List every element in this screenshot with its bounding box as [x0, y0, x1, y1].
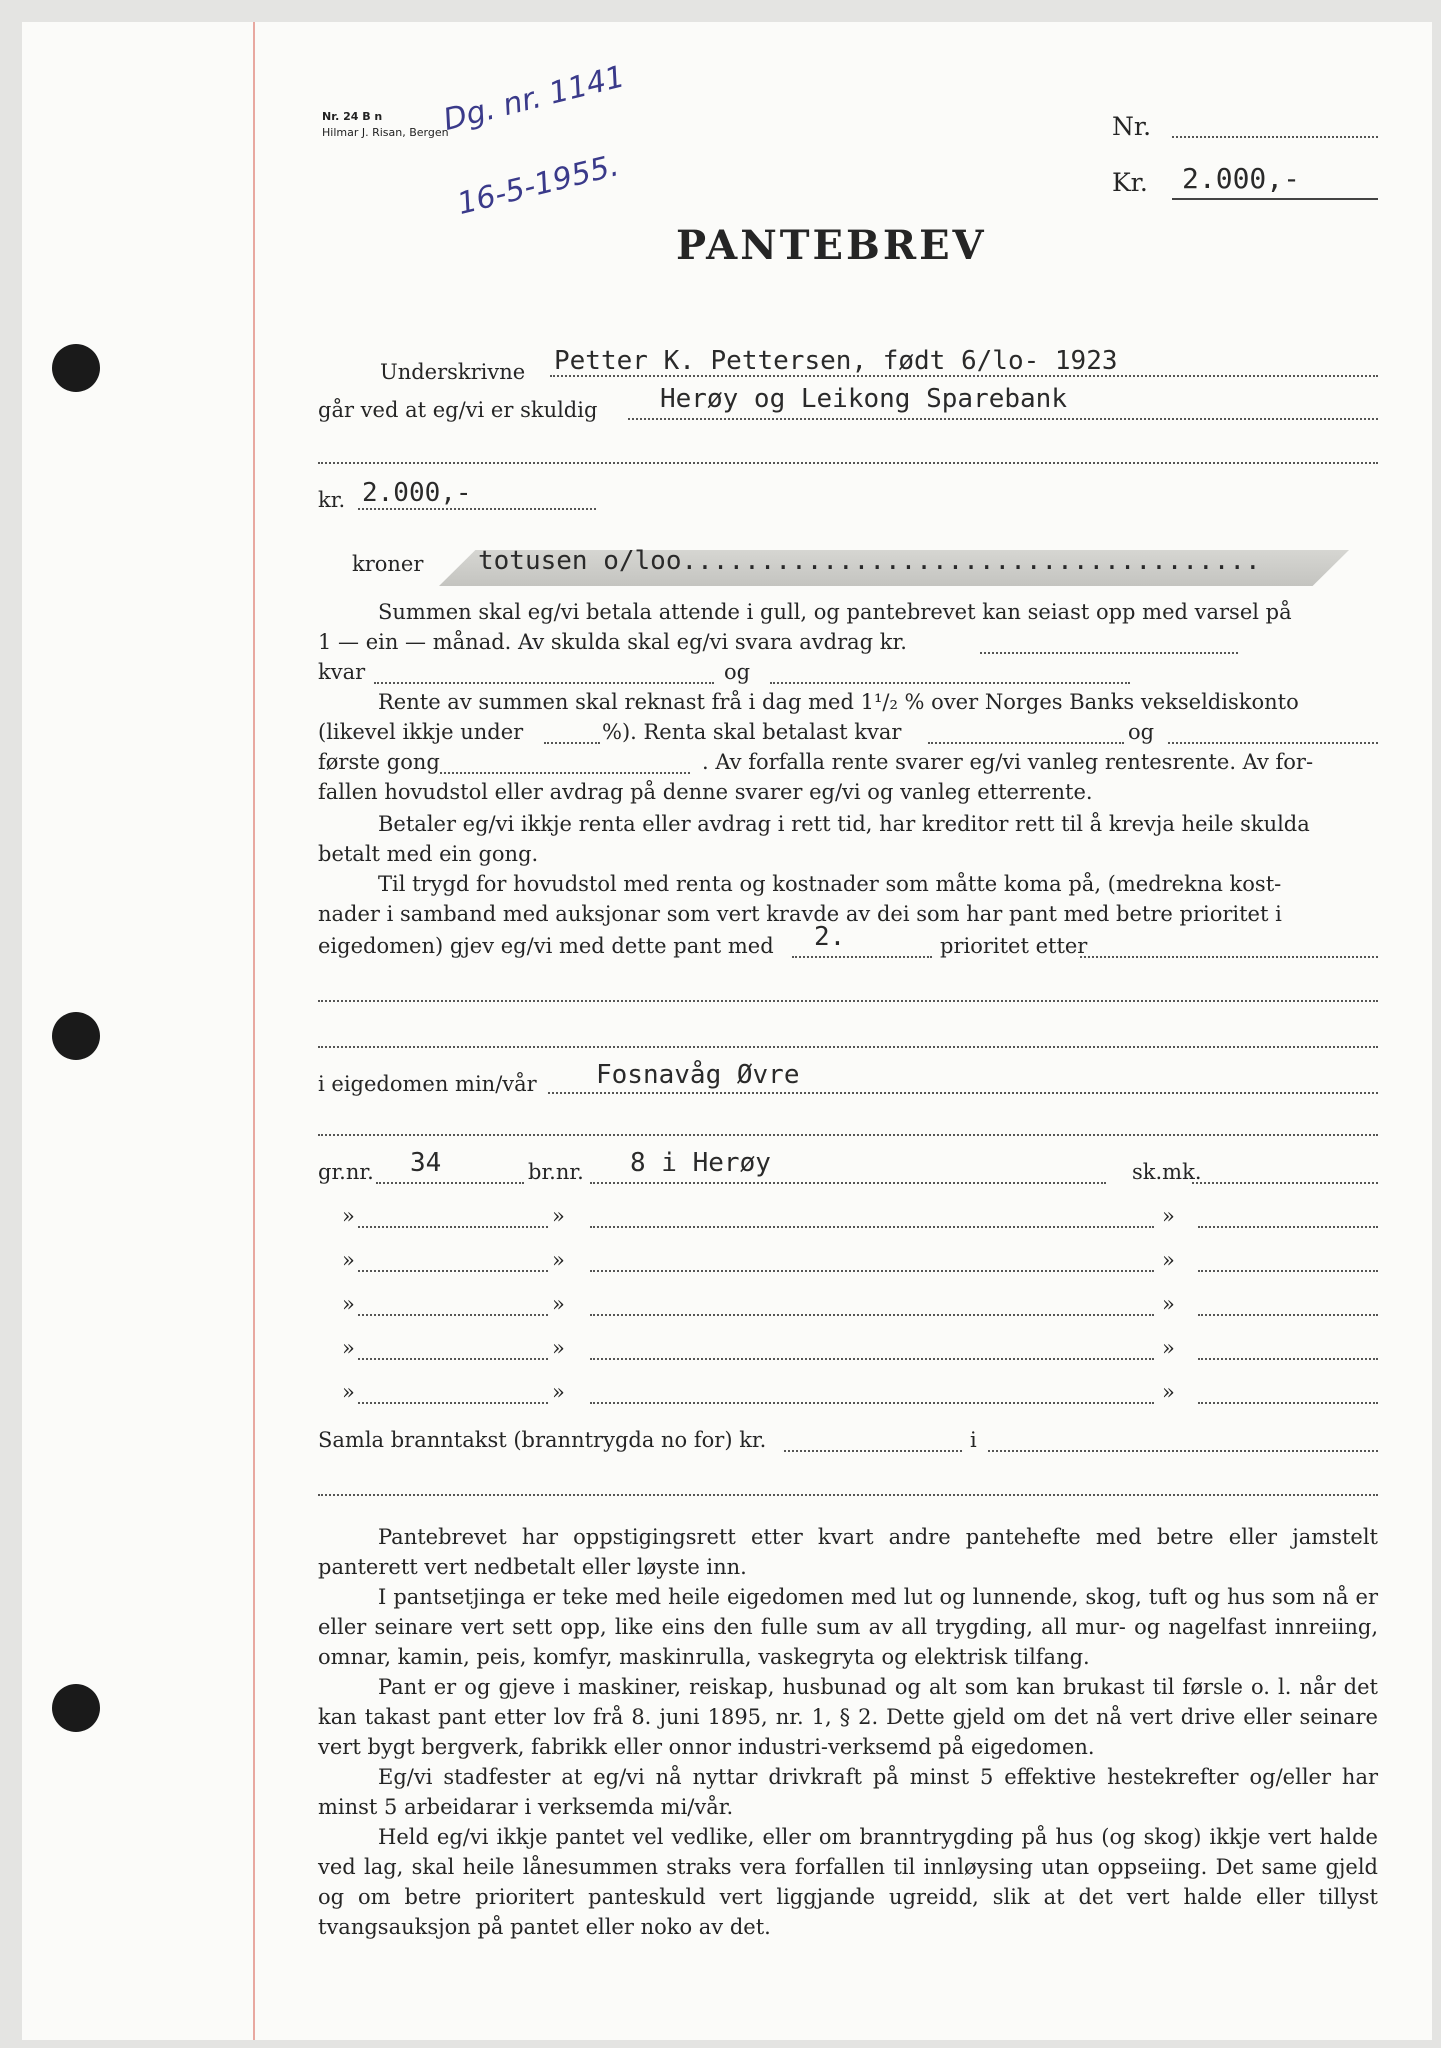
clauses-block: [318, 1522, 1378, 1942]
priority-value: 2.: [814, 922, 846, 952]
ditto-mark: »: [342, 1248, 355, 1272]
branntakst-line: [784, 1450, 962, 1452]
grnr-line: [376, 1182, 524, 1184]
signer-value: Petter K. Pettersen, født 6/lo- 1923: [554, 346, 1118, 376]
ditto-mark: »: [552, 1204, 565, 1228]
branntakst-i-label: i: [970, 1428, 977, 1452]
clause-paragraph: Pantebrevet har oppstigingsrett etter kvart andre pantehefte med betre eller jamstelt panterett vert nedbetalt eller løyste inn.: [318, 1525, 1378, 1579]
creditor-label: går ved at eg/vi er skuldig: [318, 398, 598, 422]
form-number: Nr. 24 B n: [322, 110, 383, 123]
property-line-2: [318, 1134, 1378, 1136]
ditto-mark: »: [342, 1380, 355, 1404]
brnr-line: [590, 1182, 1106, 1184]
kr-label: Kr.: [1112, 168, 1148, 197]
amount-line: [358, 508, 596, 510]
ditto-line: [1198, 1270, 1378, 1272]
handwritten-registration-number: Dg. nr. 1141: [440, 59, 629, 138]
ditto-line: [1198, 1226, 1378, 1228]
blank-line-2: [318, 1046, 1378, 1048]
property-value: Fosnavåg Øvre: [596, 1060, 800, 1090]
kr-line: [1172, 198, 1378, 200]
ditto-mark: »: [552, 1336, 565, 1360]
clause-paragraph: Pant er og gjeve i maskiner, reiskap, husbunad og alt som kan brukast til førsle o. l. når det kan takast pant etter lov frå 8. juni 1895, nr. 1, § 2. Dette gjeld om det nå vert drive eller seinare vert bygt bergverk, fabrikk eller onnor industri-verksemd på eigedomen.: [318, 1675, 1378, 1759]
priority-after-line: [1080, 956, 1378, 958]
ditto-mark: »: [552, 1292, 565, 1316]
margin-rule: [253, 22, 255, 2040]
ditto-line: [590, 1358, 1154, 1360]
ditto-line: [358, 1358, 548, 1360]
ditto-mark: »: [342, 1204, 355, 1228]
terms-line-1: Summen skal eg/vi betala attende i gull, og pantebrevet kan seiast opp med varsel på: [378, 600, 1292, 624]
ditto-mark: »: [1162, 1248, 1175, 1272]
grnr-label: gr.nr.: [318, 1160, 374, 1184]
ditto-mark: »: [342, 1292, 355, 1316]
terms-line-12b: prioritet etter: [940, 934, 1088, 958]
ditto-line: [358, 1226, 548, 1228]
terms-line-5a: (likevel ikkje under: [318, 720, 524, 744]
terms-line-6b: . Av forfalla rente svarer eg/vi vanleg rentesrente. Av for-: [702, 750, 1314, 774]
terms-line-12a: eigedomen) gjev eg/vi med dette pant med: [318, 934, 774, 958]
og-line-2: [1168, 742, 1378, 744]
amount-label: kr.: [318, 488, 346, 512]
ditto-mark: »: [1162, 1204, 1175, 1228]
branntakst-label: Samla branntakst (branntrygda no for) kr.: [318, 1428, 767, 1452]
kr-header-value: 2.000,-: [1182, 162, 1301, 195]
terms-line-4: Rente av summen skal reknast frå i dag med 1¹/₂ % over Norges Banks vekseldiskonto: [378, 690, 1299, 714]
skmk-label: sk.mk.: [1132, 1160, 1202, 1184]
ditto-line: [590, 1270, 1154, 1272]
punch-hole-bottom: [52, 1684, 100, 1732]
brnr-value: 8 i Herøy: [630, 1148, 771, 1178]
signer-line: [550, 375, 1378, 377]
nr-line: [1172, 136, 1378, 138]
handwritten-registration-date: 16-5-1955.: [454, 148, 623, 222]
amount-value: 2.000,-: [362, 478, 472, 508]
priority-line: [792, 956, 932, 958]
ditto-line: [590, 1226, 1154, 1228]
kvar-label: kvar: [318, 660, 366, 684]
interest-period-line: [928, 742, 1124, 744]
terms-line-11: nader i samband med auksjonar som vert kravde av dei som har pant med betre prioritet i: [318, 902, 1282, 926]
document-title: PANTEBREV: [676, 222, 987, 269]
ditto-line: [358, 1314, 548, 1316]
terms-line-7: fallen hovudstol eller avdrag på denne svarer eg/vi og vanleg etterrente.: [318, 780, 1093, 804]
creditor-line: [628, 418, 1378, 420]
property-label: i eigedomen min/vår: [318, 1072, 537, 1096]
branntakst-place-line: [988, 1450, 1378, 1452]
ditto-line: [1198, 1314, 1378, 1316]
punch-hole-middle: [52, 1012, 100, 1060]
kroner-label: kroner: [352, 552, 424, 576]
document-page: [22, 22, 1432, 2040]
og-label-1: og: [724, 660, 751, 684]
creditor-value: Herøy og Leikong Sparebank: [660, 384, 1067, 414]
first-time-line: [440, 772, 690, 774]
kvar-line: [374, 682, 714, 684]
nr-label: Nr.: [1112, 112, 1152, 141]
signer-label: Underskrivne: [380, 360, 526, 384]
kroner-value: totusen o/loo.....................................: [478, 546, 1261, 576]
ditto-line: [358, 1270, 548, 1272]
minimum-rate-line: [544, 742, 600, 744]
terms-line-2: 1 — ein — månad. Av skulda skal eg/vi svara avdrag kr.: [318, 630, 907, 654]
terms-line-9: betalt med ein gong.: [318, 842, 539, 866]
og-line-1: [770, 682, 1130, 684]
terms-line-8: Betaler eg/vi ikkje renta eller avdrag i rett tid, har kreditor rett til å krevja heile skulda: [378, 812, 1310, 836]
ditto-line: [590, 1314, 1154, 1316]
og-label-2: og: [1128, 720, 1155, 744]
clause-paragraph: Held eg/vi ikkje pantet vel vedlike, eller om branntrygding på hus (og skog) ikkje vert halde ved lag, skal heile lånesummen straks vera forfallen til innløysing utan oppseiing. Det same gjeld og om betre prioritert panteskuld vert liggjande ugreidd, slik at det vert halde eller tillyst tvangsauksjon på pantet eller noko av det.: [318, 1825, 1378, 1939]
ditto-mark: »: [552, 1248, 565, 1272]
ditto-line: [1198, 1358, 1378, 1360]
ditto-mark: »: [1162, 1292, 1175, 1316]
ditto-line: [590, 1402, 1154, 1404]
ditto-line: [1198, 1402, 1378, 1404]
avdrag-line: [980, 652, 1238, 654]
ditto-mark: »: [1162, 1336, 1175, 1360]
property-line: [548, 1092, 1378, 1094]
skmk-line: [1192, 1182, 1378, 1184]
clause-paragraph: Eg/vi stadfester at eg/vi nå nyttar drivkraft på minst 5 effektive hestekrefter og/eller har minst 5 arbeidarar i verksemda mi/vår.: [318, 1765, 1378, 1819]
branntakst-line-2: [318, 1494, 1378, 1496]
terms-line-5b: %). Renta skal betalast kvar: [602, 720, 902, 744]
clause-paragraph: I pantsetjinga er teke med heile eigedomen med lut og lunnende, skog, tuft og hus som nå er eller seinare vert sett opp, like eins den fulle sum av all trygding, all mur- og nagelfast innreiing, omnar, kamin, peis, komfyr, maskinrulla, vaskegryta og elektrisk tilfang.: [318, 1585, 1378, 1669]
ditto-line: [358, 1402, 548, 1404]
punch-hole-top: [52, 344, 100, 392]
blank-line-1: [318, 1000, 1378, 1002]
ditto-mark: »: [342, 1336, 355, 1360]
terms-line-6a: første gong: [318, 750, 440, 774]
printer-name: Hilmar J. Risan, Bergen: [322, 126, 449, 139]
ditto-mark: »: [552, 1380, 565, 1404]
grnr-value: 34: [410, 1148, 442, 1178]
brnr-label: br.nr.: [528, 1160, 584, 1184]
ditto-mark: »: [1162, 1380, 1175, 1404]
terms-line-10: Til trygd for hovudstol med renta og kostnader som måtte koma på, (medrekna kost-: [378, 872, 1282, 896]
creditor-line-2: [318, 462, 1378, 464]
